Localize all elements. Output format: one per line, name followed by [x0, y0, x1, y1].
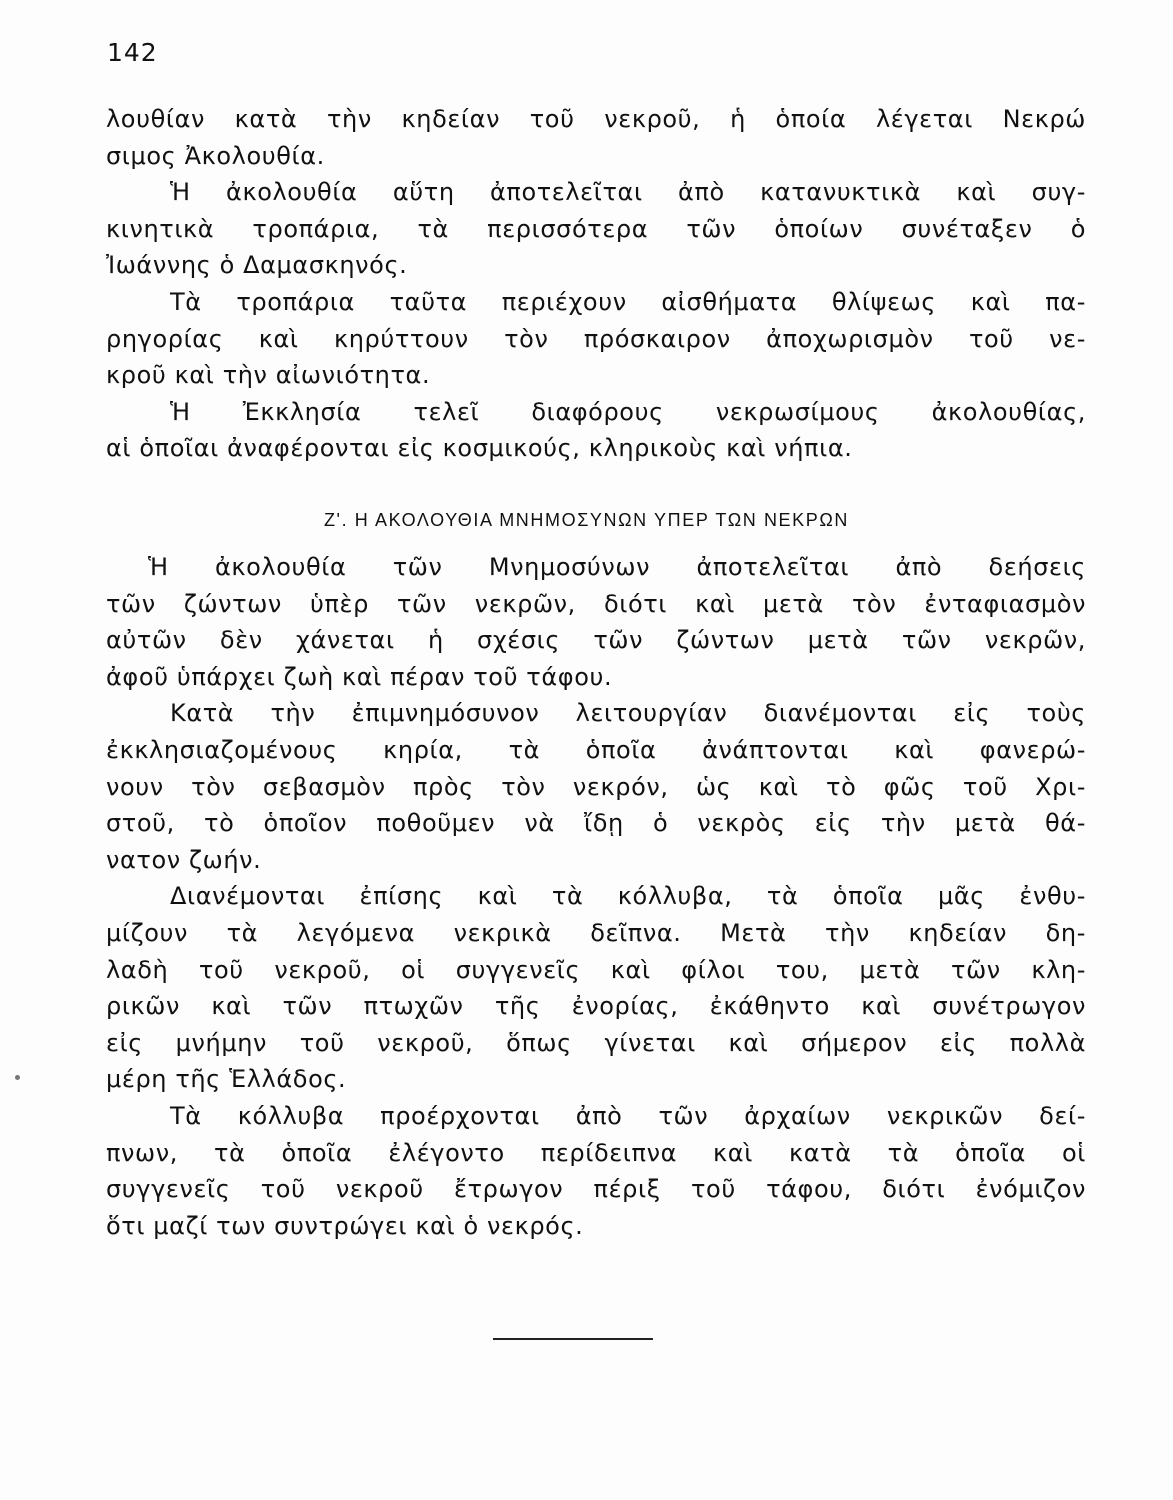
- section-heading: Ζ'. Η ΑΚΟΛΟΥΘΙΑ ΜΝΗΜΟΣΥΝΩΝ ΥΠΕΡ ΤΩΝ ΝΕΚΡΩΝ: [323, 510, 850, 530]
- text-line: Ἡ ἀκολουθία αὕτη ἀποτελεῖται ἀπὸ κατανυκτικὰ καὶ συγ-: [170, 178, 1086, 207]
- text-line: κινητικὰ τροπάρια, τὰ περισσότερα τῶν ὁποίων συνέταξεν ὁ: [106, 214, 1086, 243]
- text-line: νατον ζωήν.: [106, 845, 262, 874]
- text-line: Ἡ ἀκολουθία τῶν Μνημοσύνων ἀποτελεῖται ἀπὸ δεήσεις: [148, 553, 1086, 581]
- text-line: λουθίαν κατὰ τὴν κηδείαν τοῦ νεκροῦ, ἡ ὁποία λέγεται Νεκρώ: [106, 105, 1086, 133]
- text-line: Τὰ κόλλυβα προέρχονται ἀπὸ τῶν ἀρχαίων νεκρικῶν δεί-: [170, 1101, 1086, 1130]
- scan-speck: [15, 1075, 20, 1080]
- text-line: ἀφοῦ ὑπάρχει ζωὴ καὶ πέραν τοῦ τάφου.: [106, 662, 613, 691]
- text-block-top: [106, 101, 1086, 467]
- text-line: συγγενεῖς τοῦ νεκροῦ ἔτρωγον πέριξ τοῦ τάφου, διότι ἐνόμιζον: [106, 1175, 1086, 1204]
- text-line: ὅτι μαζί των συντρώγει καὶ ὁ νεκρός.: [106, 1211, 584, 1240]
- text-line: πνων, τὰ ὁποῖα ἐλέγοντο περίδειπνα καὶ κατὰ τὰ ὁποῖα οἱ: [106, 1138, 1086, 1167]
- text-line: Διανέμονται ἐπίσης καὶ τὰ κόλλυβα, τὰ ὁποῖα μᾶς ἐνθυ-: [170, 882, 1086, 911]
- text-line: Ἡ Ἐκκλησία τελεῖ διαφόρους νεκρωσίμους ἀκολουθίας,: [170, 397, 1086, 426]
- text-line: νουν τὸν σεβασμὸν πρὸς τὸν νεκρόν, ὡς καὶ τὸ φῶς τοῦ Χρι-: [106, 772, 1086, 801]
- text-line: στοῦ, τὸ ὁποῖον ποθοῦμεν νὰ ἴδῃ ὁ νεκρὸς εἰς τὴν μετὰ θά-: [106, 809, 1086, 838]
- text-line: Κατὰ τὴν ἐπιμνημόσυνον λειτουργίαν διανέμονται εἰς τοὺς: [170, 699, 1086, 728]
- text-line: μίζουν τὰ λεγόμενα νεκρικὰ δεῖπνα. Μετὰ τὴν κηδείαν δη-: [106, 918, 1086, 947]
- text-line: τῶν ζώντων ὑπὲρ τῶν νεκρῶν, διότι καὶ μετὰ τὸν ἐνταφιασμὸν: [106, 589, 1086, 618]
- text-line: αἱ ὁποῖαι ἀναφέρονται εἰς κοσμικούς, κληρικοὺς καὶ νήπια.: [106, 434, 853, 463]
- text-line: εἰς μνήμην τοῦ νεκροῦ, ὅπως γίνεται καὶ σήμερον εἰς πολλὰ: [106, 1028, 1086, 1057]
- page-number: 142: [107, 38, 158, 67]
- end-rule-divider: [493, 1338, 653, 1340]
- text-block-bottom: [106, 549, 1086, 1244]
- text-line: κροῦ καὶ τὴν αἰωνιότητα.: [106, 361, 431, 390]
- text-line: λαδὴ τοῦ νεκροῦ, οἱ συγγενεῖς καὶ φίλοι του, μετὰ τῶν κλη-: [106, 955, 1086, 984]
- text-line: σιμος Ἀκολουθία.: [106, 141, 325, 170]
- text-line: Ἰωάννης ὁ Δαμασκηνός.: [106, 251, 408, 280]
- text-line: ἐκκλησιαζομένους κηρία, τὰ ὁποῖα ἀνάπτονται καὶ φανερώ-: [106, 735, 1086, 764]
- text-line: ρηγορίας καὶ κηρύττουν τὸν πρόσκαιρον ἀποχωρισμὸν τοῦ νε-: [106, 324, 1086, 353]
- text-line: αὐτῶν δὲν χάνεται ἡ σχέσις τῶν ζώντων μετὰ τῶν νεκρῶν,: [106, 626, 1086, 655]
- text-line: ρικῶν καὶ τῶν πτωχῶν τῆς ἐνορίας, ἐκάθηντο καὶ συνέτρωγον: [106, 992, 1086, 1021]
- text-line: Τὰ τροπάρια ταῦτα περιέχουν αἰσθήματα θλίψεως καὶ πα-: [170, 287, 1086, 316]
- text-line: μέρη τῆς Ἑλλάδος.: [106, 1065, 347, 1094]
